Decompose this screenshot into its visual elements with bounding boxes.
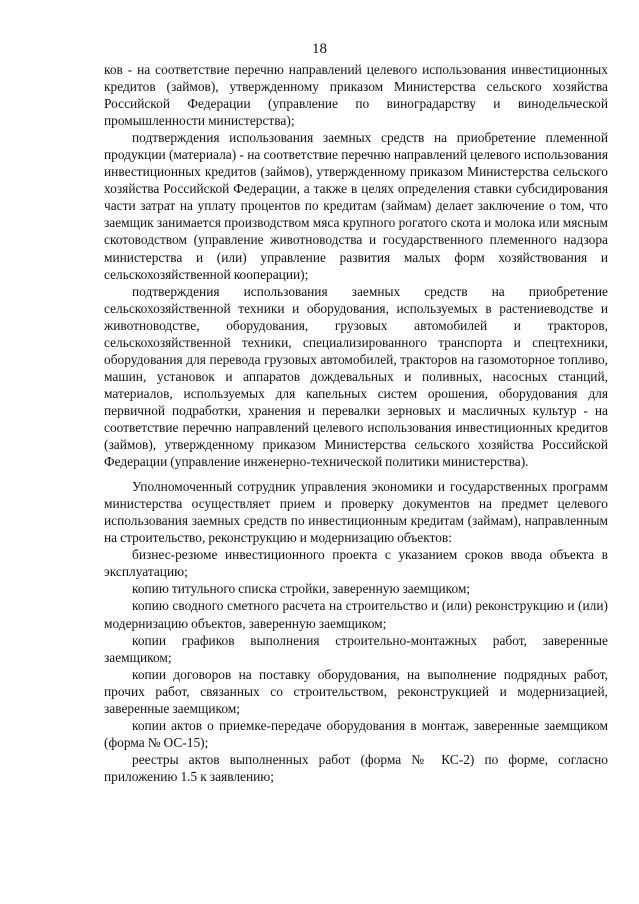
paragraph: подтверждения использования заемных средств на приобретение сельскохозяйственной техники и оборудования, используемых в растениеводстве и животноводстве, оборудования, грузовых автомобилей и тракторов, сельскохозяйственной техники, специализированного транспорта и спецтехники, оборудования для перевода грузовых автомобилей, тракторов на газомоторное топливо, машин, установок и аппаратов дождевальных и поливных, насосных станций, материалов, используемых для капельных систем орошения, оборудования для первичной подработки, хранения и перевалки зерновых и масличных культур - на соответствие перечню направлений целевого использования инвестиционных кредитов (займов), утвержденному приказом Министерства сельского хозяйства Российской Федерации (управление инженерно-технической политики министерства). (104, 283, 608, 470)
list-item: копии графиков выполнения строительно-монтажных работ, заверенные заемщиком; (104, 632, 608, 665)
paragraph: ков - на соответствие перечню направлений целевого использования инвестиционных кредитов (займов), утвержденному приказом Министерства сельского хозяйства Российской Федерации (управление по виноградарству и винодельческой промышленности министерства); (104, 62, 608, 129)
paragraph: подтверждения использования заемных средств на приобретение племенной продукции (материала) - на соответствие перечню направлений целевого использования инвестиционных кредитов (займов), утвержденному приказом Министерства сельского хозяйства Российской Федерации, а также в целях определения ставки субсидирования части затрат на уплату процентов по кредитам (займам) делает заключение о том, что заемщик занимается производством мяса крупного рогатого скота и молока или мясным скотоводством (управление животноводства и государственного племенного надзора министерства и (или) управление развития малых форм хозяйствования и сельскохозяйственной кооперации); (104, 130, 608, 282)
list-item: копию сводного сметного расчета на строительство и (или) реконструкцию и (или) модернизацию объектов, заверенную заемщиком; (104, 598, 608, 631)
list-item: копии договоров на поставку оборудования, на выполнение подрядных работ, прочих работ, связанных со строительством, реконструкцией и модернизацией, заверенные заемщиком; (104, 666, 608, 716)
paragraph: Уполномоченный сотрудник управления экономики и государственных программ министерства осуществляет прием и проверку документов на предмет целевого использования заемных средств по инвестиционным кредитам (займам), направленным на строительство, реконструкцию и модернизацию объектов: (104, 479, 608, 546)
list-item: бизнес-резюме инвестиционного проекта с указанием сроков ввода объекта в эксплуатацию; (104, 547, 608, 580)
page-number: 18 (312, 41, 327, 57)
document-body (104, 61, 608, 785)
list-item: копию титульного списка стройки, заверенную заемщиком; (132, 581, 471, 597)
list-item: копии актов о приемке-передаче оборудования в монтаж, заверенные заемщиком (форма № ОС-15); (104, 717, 608, 750)
list-item: реестры актов выполненных работ (форма № КС-2) по форме, согласно приложению 1.5 к заявлению; (104, 751, 608, 784)
